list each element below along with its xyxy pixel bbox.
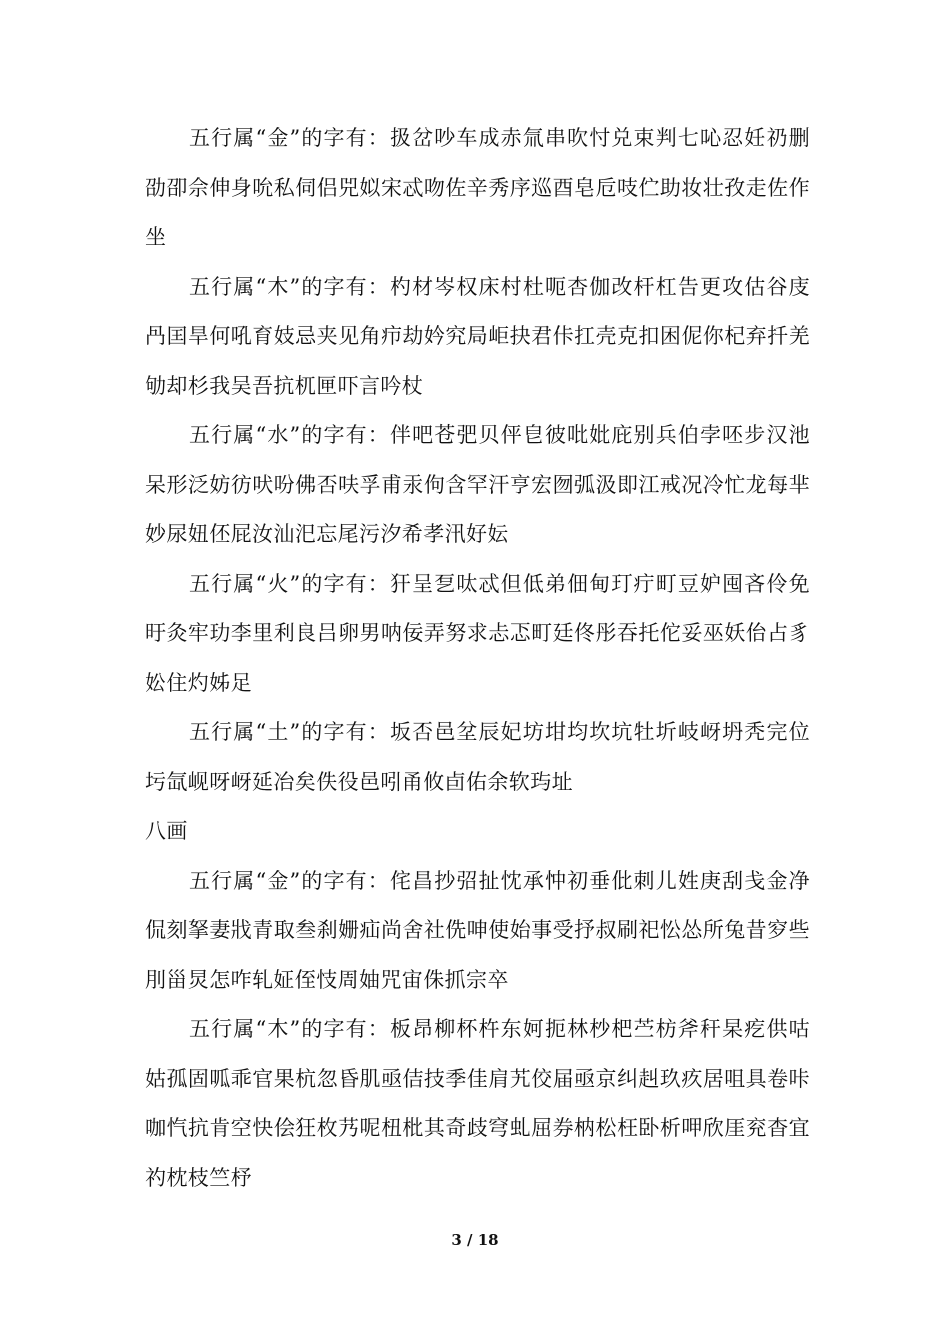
page-number: 3 / 18 [451, 1231, 499, 1249]
section-heading-eight-strokes: 八画 [145, 819, 188, 843]
paragraph-metal-7: 五行属“金”的字有：扱岔吵车成赤氚串吹忖兑束判七吣忍妊礽删劭卲佘伸身吮私伺侣兕姒宋忒吻佐辛秀序巡酉皂卮吱伫助妆壮孜走佐作坐 [145, 126, 810, 249]
paragraph-water-7: 五行属“水”的字有：伴吧苍弝贝伻皀彼吡妣庇别兵伯孛呸步汉池呆形泛妨彷吠吩佛否呋孚甫汞佝含罕汗亨宏囫弧汲即江戒况冷忙龙每芈妙尿妞伾屁汝汕汜忘尾污汐希孝汛好妘 [145, 423, 810, 546]
paragraph-wood-7: 五行属“木”的字有：杓材岑权床村杜呃杏伽改杆杠告更攻估谷庋冎囯旱何吼育妓忌夹见角疖劫妗究局岠抉君佧扛壳克扣困伲你杞弃扦羌劬却杉我吴吾抗杌匣吓言吟杖 [145, 274, 810, 398]
paragraph-fire-7: 五行属“火”的字有：犴呈乭呔忒但低弟佃甸玎疔町豆妒囤吝伶免旴灸牢玏李里利良吕卵男呐佞弄努求忐忑町廷佟彤吞托佗妥巫妖佁占豸妐住灼姊足 [145, 571, 810, 695]
document-body [145, 114, 810, 1203]
paragraph-metal-8: 五行属“金”的字有：侘昌抄弨扯忱承忡初垂仳刺儿姓庚刮戋金净侃刻拏妻戕青取叁刹姗疝尚舍社侁呻使始事受抒叔刷祀忪怂所兔昔穸些刖甾炅怎咋轧姃侄忮周妯咒宙侏抓宗卒 [145, 868, 810, 992]
paragraph-earth-7: 五行属“土”的字有：坂否邑坌辰妃坊坩均坎坑牡圻岐岈坍秃完位圬氙岘呀岈延冶矣佚役邑吲甬攸卣佑余软玙址 [145, 720, 810, 794]
paragraph-wood-8: 五行属“木”的字有：板昂柳杯杵东妸扼林杪杷苎枋斧秆杲疙供咕姑孤固呱乖官果杭忽昏肌亟佶技季佳肩艽佼届亟京纠赳玖疚居咀具卷咔咖忾抗肯空快侩狂枚艿呢杻枇其奇歧穹虬屈券枘松枉卧析呷欣厓兖杳宜礿枕枝竺杼 [145, 1017, 810, 1190]
